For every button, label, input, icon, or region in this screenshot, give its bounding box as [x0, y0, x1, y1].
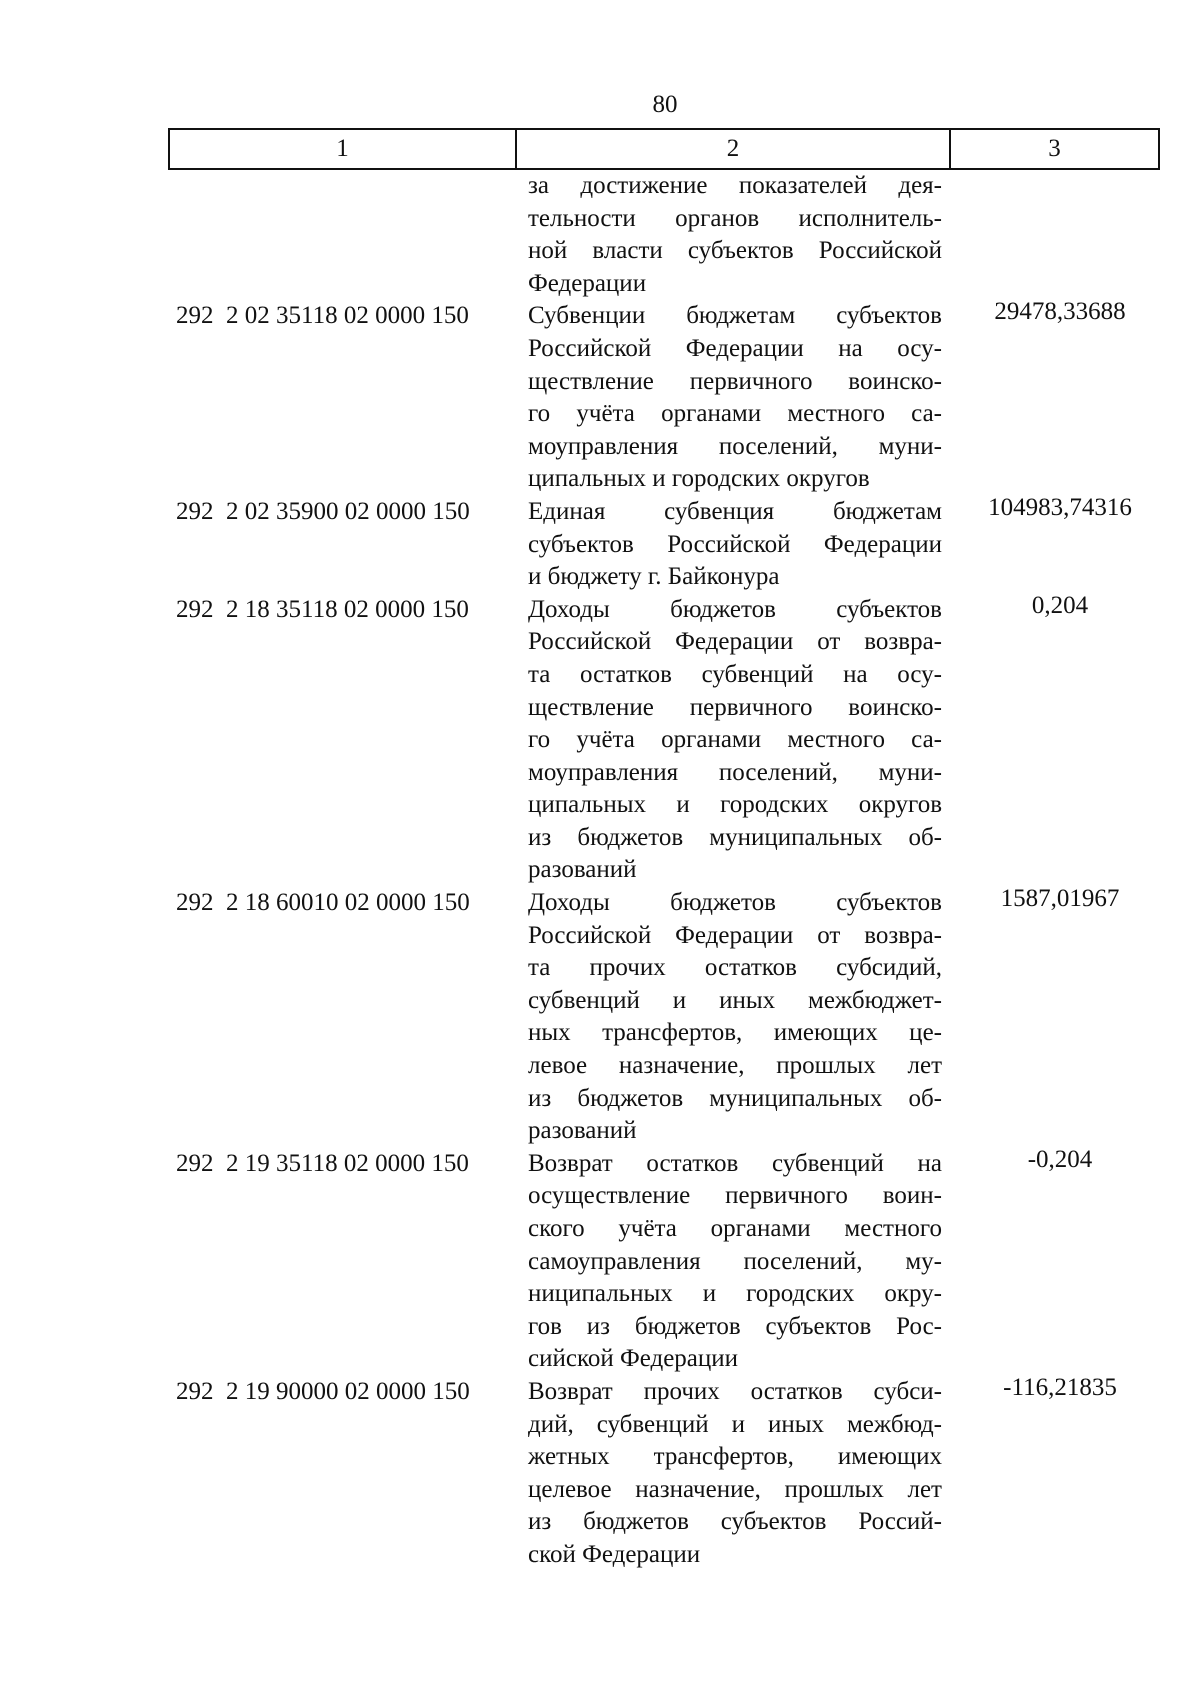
description-line: Возврат остатков субвенций на: [528, 1149, 942, 1177]
table-header: [168, 128, 1160, 170]
description-line: тельности органов исполнитель-: [528, 204, 942, 232]
row-code: 292 2 02 35900 02 0000 150: [176, 497, 470, 525]
page-number: 80: [652, 91, 678, 118]
description-line: та прочих остатков субсидий,: [528, 954, 942, 982]
column-header-2: 2: [517, 130, 951, 168]
row-code: 292 2 02 35118 02 0000 150: [176, 302, 469, 330]
table-body: [0, 170, 1200, 1572]
table-row: [0, 1145, 1200, 1376]
row-code: 292 2 19 90000 02 0000 150: [176, 1377, 470, 1405]
description-line: ществление первичного воинско-: [528, 367, 942, 395]
description-line: ниципальных и городских окру-: [528, 1280, 942, 1308]
row-amount: 104983,74316: [988, 493, 1132, 521]
description-line: моуправления поселений, муни-: [528, 432, 942, 460]
description-line: Федерации: [528, 269, 647, 297]
row-description: [528, 1148, 942, 1376]
row-description: [528, 887, 942, 1148]
description-line: субвенций и иных межбюджет-: [528, 986, 942, 1014]
description-line: Российской Федерации на осу-: [528, 334, 942, 362]
description-line: осуществление первичного воин-: [528, 1182, 942, 1210]
description-line: Доходы бюджетов субъектов: [528, 889, 942, 917]
description-line: дий, субвенций и иных межбюд-: [528, 1410, 942, 1438]
column-header-3: 3: [1048, 135, 1061, 162]
table-row: [0, 493, 1200, 594]
description-line: гов из бюджетов субъектов Рос-: [528, 1312, 942, 1340]
description-line: Российской Федерации от возвра-: [528, 628, 942, 656]
description-line: Субвенции бюджетам субъектов: [528, 302, 942, 330]
description-line: из бюджетов субъектов Россий-: [528, 1508, 942, 1536]
row-amount: 0,204: [1031, 591, 1089, 619]
row-amount: -0,204: [1027, 1145, 1093, 1173]
description-line: целевое назначение, прошлых лет: [528, 1475, 942, 1503]
table-row: [0, 300, 1200, 496]
description-line: ского учёта органами местного: [528, 1215, 942, 1242]
row-code: 292 2 18 35118 02 0000 150: [176, 595, 469, 623]
description-line: ществление первичного воинско-: [528, 693, 942, 721]
description-line: Единая субвенция бюджетам: [528, 497, 942, 525]
table-row-continuation: [0, 170, 1200, 300]
description-line: моуправления поселений, муни-: [528, 758, 942, 786]
description-line: разований: [528, 856, 637, 884]
description-line: сийской Федерации: [528, 1345, 739, 1373]
description-line: из бюджетов муниципальных об-: [528, 823, 942, 851]
description-line: из бюджетов муниципальных об-: [528, 1084, 942, 1112]
description-line: ных трансфертов, имеющих це-: [528, 1019, 942, 1047]
description-line: самоуправления поселений, му-: [528, 1247, 942, 1275]
row-amount: -116,21835: [1003, 1373, 1117, 1401]
description-line: левое назначение, прошлых лет: [528, 1052, 942, 1080]
description-line: жетных трансфертов, имеющих: [528, 1443, 942, 1471]
description-line: Российской Федерации от возвра-: [528, 921, 942, 949]
row-description: [528, 300, 942, 496]
description-line: ципальных и городских округов: [528, 791, 942, 819]
description-line: та остатков субвенций на осу-: [528, 660, 942, 688]
row-description: [528, 1376, 942, 1572]
row-description: [528, 170, 942, 300]
description-line: субъектов Российской Федерации: [528, 530, 942, 558]
description-line: и бюджету г. Байконура: [528, 563, 780, 591]
row-code: 292 2 19 35118 02 0000 150: [176, 1149, 469, 1177]
description-line: ципальных и городских округов: [528, 465, 870, 493]
description-line: Доходы бюджетов субъектов: [528, 595, 942, 623]
description-line: Возврат прочих остатков субси-: [528, 1377, 942, 1405]
description-line: ной власти субъектов Российской: [528, 237, 942, 265]
description-line: разований: [528, 1117, 637, 1145]
row-description: [528, 594, 942, 887]
description-line: го учёта органами местного са-: [528, 726, 942, 754]
row-amount: 1587,01967: [1000, 885, 1120, 913]
column-header-1: 1: [170, 130, 517, 168]
table-row: [0, 591, 1200, 887]
table-row: [0, 887, 1200, 1148]
description-line: за достижение показателей дея-: [528, 172, 942, 199]
table-row: [0, 1373, 1200, 1572]
description-line: ской Федерации: [528, 1540, 701, 1568]
row-description: [528, 496, 942, 594]
row-amount: 29478,33688: [994, 298, 1126, 326]
description-line: го учёта органами местного са-: [528, 400, 942, 428]
row-code: 292 2 18 60010 02 0000 150: [176, 889, 470, 917]
